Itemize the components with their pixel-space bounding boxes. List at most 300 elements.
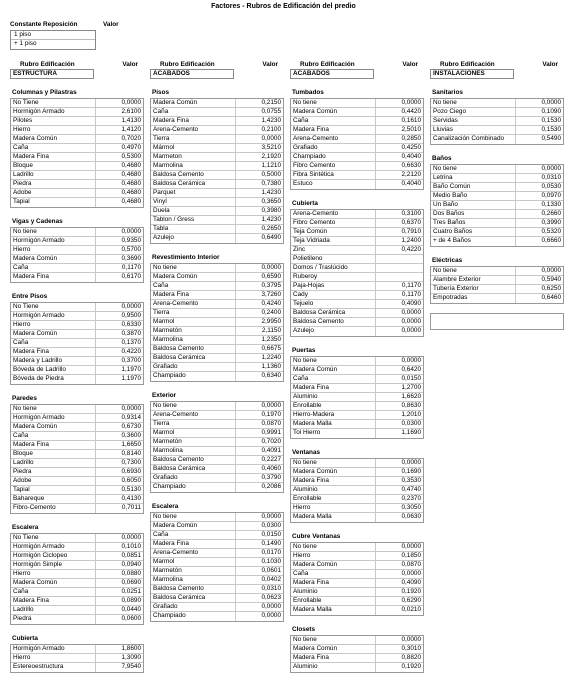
table-row[interactable] [151,264,283,273]
table-row[interactable] [11,339,143,348]
table-row[interactable] [431,219,563,228]
section-title: Closets [292,626,316,633]
table-row[interactable] [11,441,143,450]
table-row[interactable] [291,459,423,468]
table-row[interactable] [11,321,143,330]
item-value: 0,6590 [235,273,283,281]
table-row[interactable] [151,585,283,594]
table-row[interactable] [291,366,423,375]
item-name: Madera Fina [13,348,49,355]
item-value: 0,2850 [375,135,423,143]
table-row[interactable] [291,180,423,189]
table-row[interactable] [11,495,143,504]
table-row[interactable] [291,255,423,264]
item-name: Ruberoy [293,273,318,280]
table-row[interactable] [151,99,283,108]
item-name: Mármol [153,144,175,151]
section-table [150,98,284,244]
table-row[interactable] [291,597,423,606]
table-row[interactable] [151,216,283,225]
table-row[interactable] [291,375,423,384]
item-name: Madera Malla [293,420,332,427]
item-value: 1,2350 [235,336,283,344]
item-name: Dos Baños [433,210,465,217]
table-row[interactable] [11,273,143,282]
table-row[interactable] [291,411,423,420]
item-name: Tierra [153,420,170,427]
table-row[interactable] [11,432,143,441]
table-row[interactable] [11,504,143,513]
table-row[interactable] [11,405,143,414]
table-row[interactable] [291,543,423,552]
table-row[interactable] [151,273,283,282]
table-row[interactable] [151,207,283,216]
table-row[interactable] [431,276,563,285]
table-row[interactable] [291,171,423,180]
table-row[interactable] [151,117,283,126]
table-row[interactable] [151,162,283,171]
table-row[interactable] [11,375,143,384]
item-value: 1,1970 [95,366,143,374]
table-row[interactable] [151,309,283,318]
table-row[interactable] [151,336,283,345]
table-row[interactable] [151,198,283,207]
item-name: Madera Fina [153,540,189,547]
table-row[interactable] [11,237,143,246]
table-row[interactable] [431,192,563,201]
item-name: Baño Común [433,183,471,190]
item-value: 1,1690 [375,429,423,438]
table-row[interactable] [11,588,143,597]
table-row[interactable] [291,327,423,336]
table-row[interactable] [291,636,423,645]
table-row[interactable] [151,180,283,189]
section [10,88,144,208]
table-row[interactable] [151,300,283,309]
table-row[interactable] [11,423,143,432]
table-row[interactable] [151,291,283,300]
table-row[interactable] [11,135,143,144]
item-value: 0,4250 [375,144,423,152]
table-row[interactable] [151,522,283,531]
table-row[interactable] [151,345,283,354]
table-row[interactable] [11,561,143,570]
table-row[interactable] [291,210,423,219]
section-table [10,644,144,673]
table-row[interactable] [151,372,283,381]
item-value [375,264,423,272]
table-row[interactable] [11,663,143,672]
table-row[interactable] [291,561,423,570]
section [430,256,564,304]
table-row[interactable] [291,219,423,228]
table-row[interactable] [291,513,423,522]
item-value: 2,1920 [235,153,283,161]
table-row[interactable] [151,576,283,585]
table-row[interactable] [11,468,143,477]
item-name: Madera Fina [153,291,189,298]
table-row[interactable] [11,477,143,486]
item-value: 0,0000 [95,99,143,107]
item-value: 0,4240 [235,300,283,308]
table-row[interactable] [291,144,423,153]
item-name: Champiado [293,153,326,160]
table-row[interactable] [151,354,283,363]
table-row[interactable] [291,357,423,366]
table-row[interactable] [291,570,423,579]
table-row[interactable] [431,165,563,174]
table-row[interactable] [151,282,283,291]
table-row[interactable] [431,99,563,108]
item-value: 1,1360 [235,363,283,371]
item-value: 2,6100 [95,108,143,116]
table-row[interactable] [431,135,563,144]
table-row[interactable] [11,552,143,561]
table-row[interactable] [431,117,563,126]
table-row[interactable] [151,126,283,135]
item-name: Hierro [13,246,31,253]
table-row[interactable] [291,291,423,300]
item-name: Marmolina [153,162,183,169]
table-row[interactable] [11,597,143,606]
item-name: Fibra Sintética [293,171,334,178]
item-value: 0,9500 [95,312,143,320]
item-name: Servidas [433,117,458,124]
table-row[interactable] [151,318,283,327]
item-name: Aluminio [293,393,318,400]
item-name: Baldosa Cerámica [153,354,206,361]
table-row[interactable] [11,534,143,543]
table-row[interactable] [11,579,143,588]
table-row[interactable] [11,126,143,135]
item-value: 0,0210 [375,606,423,615]
table-row[interactable] [151,513,283,522]
table-row[interactable] [11,153,143,162]
column-1 [150,60,284,622]
table-row[interactable] [151,429,283,438]
table-row[interactable] [151,108,283,117]
table-row[interactable] [291,318,423,327]
item-name: Baldosa Cerámica [153,180,206,187]
table-row[interactable] [151,594,283,603]
table-row[interactable] [11,414,143,423]
item-name: Bahareque [13,495,45,502]
table-row[interactable] [11,228,143,237]
table-row[interactable] [151,567,283,576]
table-row[interactable] [11,108,143,117]
table-row[interactable] [151,144,283,153]
table-row[interactable] [291,300,423,309]
table-row[interactable] [11,348,143,357]
item-value: 0,4130 [95,495,143,503]
constante-option[interactable]: + 1 piso [14,40,37,47]
section-title: Cubierta [12,635,38,642]
item-value: 0,6675 [235,345,283,353]
table-row[interactable] [11,459,143,468]
table-row[interactable] [291,486,423,495]
table-row[interactable] [11,486,143,495]
item-value: 0,0300 [235,522,283,530]
item-value: 0,1170 [375,282,423,290]
item-value: 0,0000 [95,534,143,542]
item-name: Cuatro Baños [433,228,473,235]
item-value: 0,6330 [95,321,143,329]
item-name: No tiene [293,636,317,643]
item-name: Caña [293,117,309,124]
item-name: Madera Común [13,330,58,337]
table-row[interactable] [151,402,283,411]
item-name: Madera Común [293,366,338,373]
table-row[interactable] [291,162,423,171]
section [430,88,564,145]
item-name: Madera Fina [293,384,329,391]
table-row[interactable] [291,228,423,237]
item-name: Madera Común [13,423,58,430]
section-title: Tumbados [292,89,324,96]
table-row[interactable] [151,447,283,456]
item-value: 0,6730 [95,423,143,431]
table-row[interactable] [11,162,143,171]
table-row[interactable] [291,606,423,615]
table-row[interactable] [291,282,423,291]
item-name: Tol Hierro [293,429,321,436]
table-row[interactable] [11,543,143,552]
table-row[interactable] [291,99,423,108]
table-row[interactable] [11,180,143,189]
table-row[interactable] [151,420,283,429]
table-row[interactable] [11,264,143,273]
table-row[interactable] [11,198,143,207]
item-name: Madera Fina [293,579,329,586]
item-value: 0,4680 [95,198,143,207]
rubro-header: Rubro Edificación [300,61,355,68]
section [150,88,284,244]
table-row[interactable] [151,153,283,162]
table-row[interactable] [291,126,423,135]
section-table [290,209,424,337]
table-row[interactable] [291,384,423,393]
item-name: Parquet [153,189,176,196]
table-row[interactable] [431,267,563,276]
item-value: 1,2400 [375,237,423,245]
item-name: Baldosa Cerámica [153,465,206,472]
table-row[interactable] [431,183,563,192]
table-row[interactable] [151,531,283,540]
item-name: Madera Común [293,561,338,568]
item-name: Caña [153,282,169,289]
section-table [10,227,144,283]
item-value: 0,0000 [375,318,423,326]
table-row[interactable] [11,117,143,126]
table-row[interactable] [151,474,283,483]
table-row[interactable] [431,294,563,303]
table-row[interactable] [291,468,423,477]
item-value: 0,5940 [515,276,563,284]
table-row[interactable] [291,264,423,273]
table-row[interactable] [11,189,143,198]
table-row[interactable] [11,570,143,579]
table-row[interactable] [151,327,283,336]
table-row[interactable] [151,225,283,234]
item-name: Ladrillo [13,459,34,466]
section [290,199,424,337]
table-row[interactable] [291,309,423,318]
table-row[interactable] [431,108,563,117]
item-value: 0,1170 [95,264,143,272]
item-name: Canalización Combinado [433,135,505,142]
page-title: Factores - Rubros de Edificación del predio [211,3,356,10]
item-name: Pilotes [13,117,33,124]
section-table [10,98,144,208]
table-row[interactable] [151,540,283,549]
table-row[interactable] [11,171,143,180]
item-value: 0,3530 [375,477,423,485]
item-value: 0,4040 [375,153,423,161]
item-name: Madera Fina [13,153,49,160]
table-row[interactable] [291,117,423,126]
table-row[interactable] [11,366,143,375]
table-row[interactable] [291,477,423,486]
item-name: Grafiado [153,363,178,370]
table-row[interactable] [11,645,143,654]
item-value: 0,1850 [375,552,423,560]
item-value: 2,1150 [235,327,283,335]
item-name: Caña [13,588,29,595]
table-row[interactable] [291,654,423,663]
table-row[interactable] [431,228,563,237]
table-row[interactable] [291,402,423,411]
item-name: Hierro [293,504,311,511]
table-row[interactable] [291,429,423,438]
table-row[interactable] [291,504,423,513]
item-name: Hormigón Armado [13,237,65,244]
table-row[interactable] [11,99,143,108]
table-row[interactable] [291,579,423,588]
table-row[interactable] [291,108,423,117]
table-row[interactable] [151,549,283,558]
item-value: 0,0251 [95,588,143,596]
item-name: Champiado [153,612,186,619]
table-row[interactable] [151,135,283,144]
table-row[interactable] [11,303,143,312]
table-row[interactable] [11,654,143,663]
table-row[interactable] [291,588,423,597]
table-row[interactable] [291,135,423,144]
table-row[interactable] [11,357,143,366]
table-row[interactable] [151,456,283,465]
item-name: Grafiado [153,603,178,610]
table-row[interactable] [151,171,283,180]
item-value: 1,4230 [235,216,283,224]
item-value: 0,6340 [235,372,283,381]
table-row[interactable] [431,174,563,183]
table-row[interactable] [151,411,283,420]
table-row[interactable] [151,465,283,474]
table-row[interactable] [291,663,423,672]
table-row[interactable] [291,552,423,561]
item-name: Hierro [293,552,311,559]
table-row[interactable] [291,420,423,429]
table-row[interactable] [431,210,563,219]
table-row[interactable] [291,645,423,654]
item-name: Baldosa Cemento [153,585,204,592]
item-name: Bloque [13,450,33,457]
item-value: 0,0890 [95,597,143,605]
item-name: No tiene [153,513,177,520]
table-row[interactable] [151,612,283,621]
table-row[interactable] [431,237,563,246]
valor-header: Valor [402,61,418,68]
item-value: 0,0000 [235,264,283,272]
section-table [150,401,284,493]
item-value: 0,0000 [95,303,143,311]
table-row[interactable] [291,246,423,255]
table-row[interactable] [11,246,143,255]
section-table [430,98,564,145]
table-row[interactable] [11,450,143,459]
table-row[interactable] [151,189,283,198]
item-name: Tejuelo [293,300,314,307]
table-row[interactable] [151,438,283,447]
table-row[interactable] [151,603,283,612]
column-header [290,60,424,69]
table-row[interactable] [11,606,143,615]
item-name: Teja Vidriada [293,237,330,244]
item-value: 0,6660 [515,237,563,246]
table-row[interactable] [151,558,283,567]
item-name: Baldosa Cemento [153,345,204,352]
table-row[interactable] [151,234,283,243]
item-name: Lluvias [433,126,453,133]
constante-option[interactable]: 1 piso [11,31,95,40]
item-name: Estuco [293,180,313,187]
section [10,523,144,625]
item-value: 1,6650 [95,441,143,449]
table-row[interactable] [11,615,143,624]
item-name: Baldosa Cemento [153,171,204,178]
section-table [10,533,144,625]
table-row[interactable] [431,126,563,135]
item-name: Madera Fina [153,117,189,124]
table-row[interactable] [291,153,423,162]
section [10,217,144,283]
item-value: 0,0000 [375,309,423,317]
item-name: No tiene [293,543,317,550]
section-table [430,266,564,304]
table-row[interactable] [431,201,563,210]
table-row[interactable] [11,144,143,153]
table-row[interactable] [11,312,143,321]
item-value: 0,0310 [235,585,283,593]
table-row[interactable] [151,483,283,492]
item-value: 0,6420 [375,366,423,374]
item-value: 0,9991 [235,429,283,437]
table-row[interactable] [11,330,143,339]
item-name: Polietileno [293,255,323,262]
table-row[interactable] [291,273,423,282]
section [10,292,144,385]
table-row[interactable] [291,495,423,504]
item-name: Fibro Cemento [293,162,336,169]
table-row[interactable] [291,393,423,402]
item-name: Caña [13,264,29,271]
item-value: 0,6930 [95,468,143,476]
table-row[interactable] [151,363,283,372]
table-row[interactable] [431,285,563,294]
column-0 [10,60,144,673]
table-row[interactable] [291,237,423,246]
table-row[interactable] [11,255,143,264]
